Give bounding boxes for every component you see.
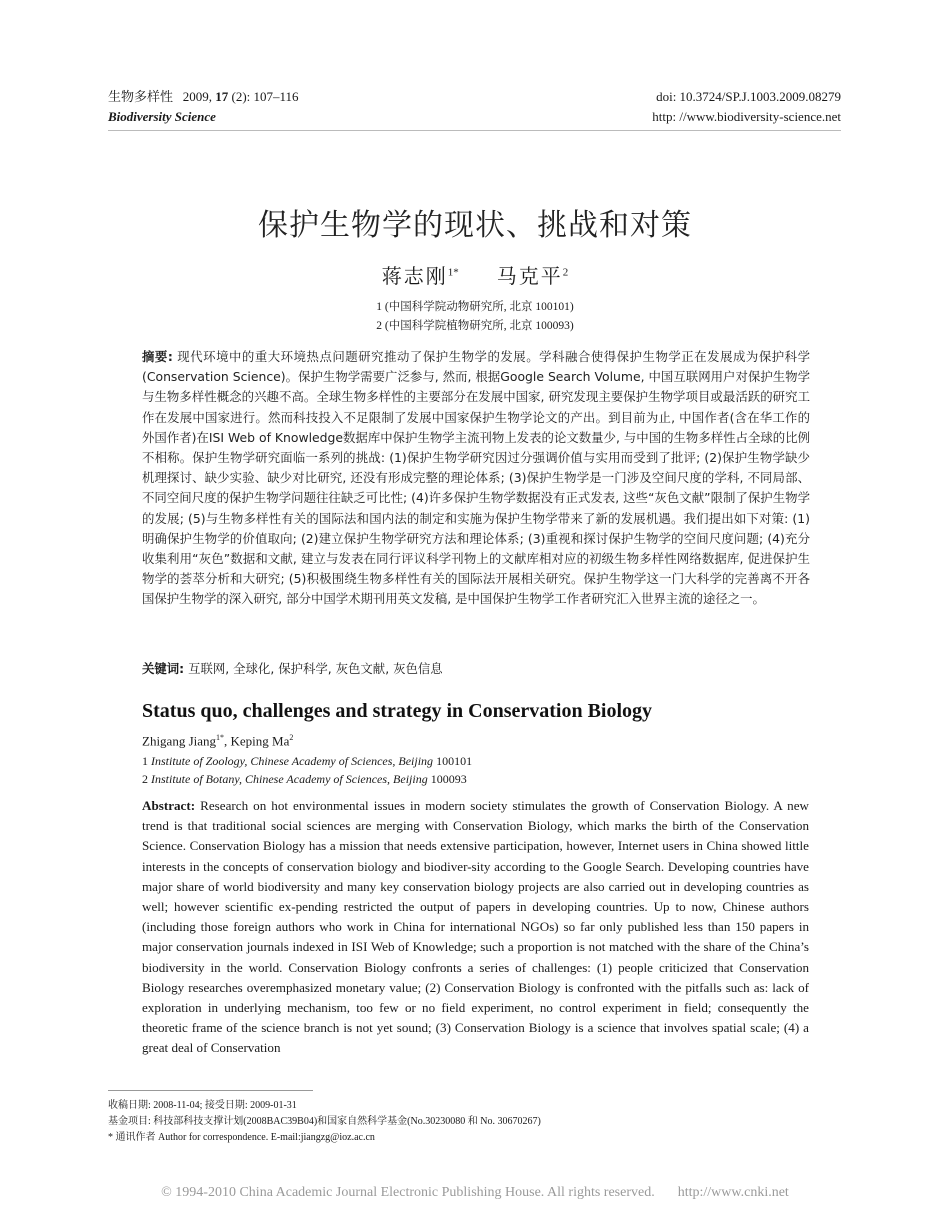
- affiliation-en-2-code: 100093: [430, 771, 467, 786]
- author-cn-1: 蒋志刚: [381, 266, 448, 288]
- title-en: Status quo, challenges and strategy in Conservation Biology: [142, 700, 653, 722]
- author-cn-2: 马克平: [496, 266, 563, 288]
- affiliation-en-2: [142, 771, 472, 789]
- journal-header-right: [652, 87, 841, 127]
- journal-url[interactable]: http: //www.biodiversity-science.net: [652, 109, 841, 124]
- affiliation-cn-1: 1 (中国科学院动物研究所, 北京 100101): [376, 301, 574, 313]
- affiliation-en-1-code: 100101: [436, 754, 473, 768]
- abstract-en-label: Abstract:: [142, 798, 196, 813]
- keywords-cn-label: 关键词:: [142, 661, 185, 676]
- abstract-cn-label: 摘要:: [142, 349, 173, 364]
- title-cn: 保护生物学的现状、挑战和对策: [258, 208, 692, 243]
- affiliation-en-2-num: 2: [142, 771, 148, 786]
- copyright-notice: [0, 1185, 950, 1201]
- affiliation-en-1-num: 1: [142, 754, 148, 768]
- footnote-divider: [108, 1090, 313, 1091]
- affiliation-en-2-inst: Institute of Botany, Chinese Academy of Sciences, Beijing: [151, 771, 428, 786]
- footnotes: [108, 1098, 541, 1146]
- keywords-cn-text: 互联网, 全球化, 保护科学, 灰色文献, 灰色信息: [188, 661, 443, 676]
- header-divider: [108, 130, 841, 131]
- journal-volume: 17: [215, 89, 229, 104]
- footnote-correspondence: * 通讯作者 Author for correspondence. E-mail:jiangzg@ioz.ac.cn: [108, 1132, 375, 1143]
- abstract-cn: [142, 347, 810, 610]
- author-cn-2-sup: 2: [562, 266, 569, 279]
- doi: doi: 10.3724/SP.J.1003.2009.08279: [656, 89, 841, 104]
- author-en-2: Keping Ma: [230, 733, 290, 749]
- affiliations-en: [142, 753, 472, 788]
- journal-header-left: [108, 87, 299, 127]
- affiliation-en-1: [142, 753, 472, 771]
- keywords-cn: [142, 659, 810, 679]
- copyright-url[interactable]: http://www.cnki.net: [677, 1185, 789, 1200]
- author-en-1: Zhigang Jiang: [142, 733, 217, 749]
- journal-name-en: Biodiversity Science: [108, 109, 216, 124]
- author-en-1-sup: 1*: [216, 733, 225, 742]
- affiliations-cn: [0, 298, 950, 336]
- abstract-en: [142, 796, 809, 1059]
- abstract-en-text: Research on hot environmental issues in modern society stimulates the growth of Conservation Biology. A new trend is that traditional social sciences are merging with Conservation Biology, which marks the birth of the Conservation Science. Conservation Biology has a mission that needs extensive participation, however, Internet users in China showed little interests in the concepts of conservation biology and biodiver-sity according to the Google Search. Developing countries have major share of world biodiversity and many key conservation biology projects are also carried out in developing countries as well; however scientific ex-pending restricted the output of papers in developing countries. Up to now, Chinese authors (including those foreign authors who work in China for international NGOs) so far only published less than 150 papers in major conservation journals indexed in ISI Web of Knowledge; such a proportion is not matched with the share of the China’s biodiversity in the world. Conservation Biology confronts a series of challenges: (1) people criticized that Conservation Biology researches overemphasized monetary value; (2) Conservation Biology is confronted with the pitfalls such as: lack of exploration in underlying mechanism, too few or no field experiment, no control experiment in field; consequently the theoretic frame of the science branch is not yet sound; (3) Conservation Biology is a science that involves spatial scale; (4) a great deal of Conservation: [142, 798, 809, 1056]
- footnote-dates: 收稿日期: 2008-11-04; 接受日期: 2009-01-31: [108, 1100, 297, 1111]
- journal-year: 2009,: [182, 89, 213, 104]
- abstract-cn-text: 现代环境中的重大环境热点问题研究推动了保护生物学的发展。学科融合使得保护生物学正在发展成为保护科学(Conservation Science)。保护生物学需要广泛参与, 然而, 根据Google Search Volume, 中国互联网用户对保护生物学与生物多样性概念的兴趣不高。全球生物多样性的主要部分在发展中国家, 研究发现主要保护生物学项目或最活跃的研究工作在发展中国家进行。然而科技投入不足限制了发展中国家保护生物学论文的产出。到目前为止, 中国作者(含在华工作的外国作者)在ISI Web of Knowledge数据库中保护生物学主流刊物上发表的论文数量少, 与中国的生物多样性占全球的比例不相称。保护生物学研究面临一系列的挑战: (1)保护生物学研究因过分强调价值与实用而受到了批评; (2)保护生物学缺少机理探讨、缺少实验、缺少对比研究, 还没有形成完整的理论体系; (3)保护生物学是一门涉及空间尺度的学科, 不同局部、不同空间尺度的保护生物学问题往往缺乏可比性; (4)许多保护生物学数据没有正式发表, 这些“灰色文献”限制了保护生物学的发展; (5)与生物多样性有关的国际法和国内法的制定和实施为保护生物学带来了新的发展机遇。我们提出如下对策: (1)明确保护生物学的价值取向; (2)建立保护生物学研究方法和理论体系; (3)重视和探讨保护生物学的空间尺度问题; (4)充分收集利用“灰色”数据和文献, 建立与发表在同行评议科学刊物上的文献库相对应的初级生物多样性网络数据库, 促进保护生物学的荟萃分析和大研究; (5)积极围绕生物多样性有关的国际法开展相关研究。保护生物学这一门大科学的完善离不开各国保护生物学的深入研究, 部分中国学术期刊用英文发稿, 是中国保护生物学工作者研究汇入世界主流的途径之一。: [142, 349, 810, 607]
- copyright-text: © 1994-2010 China Academic Journal Electronic Publishing House. All rights reserved.: [161, 1185, 655, 1200]
- authors-cn: [0, 260, 950, 289]
- footnote-funding: 基金项目: 科技部科技支撑计划(2008BAC39B04)和国家自然科学基金(No.30230080 和 No. 30670267): [108, 1116, 541, 1127]
- affiliation-cn-2: 2 (中国科学院植物研究所, 北京 100093): [376, 320, 574, 332]
- journal-name-cn: 生物多样性: [108, 89, 174, 104]
- affiliation-en-1-inst: Institute of Zoology, Chinese Academy of Sciences, Beijing: [151, 754, 434, 768]
- journal-issue-pages: (2): 107–116: [231, 89, 299, 104]
- authors-en: [142, 733, 293, 749]
- author-separator: ,: [224, 733, 231, 749]
- author-en-2-sup: 2: [289, 733, 294, 742]
- journal-citation: [108, 87, 299, 107]
- author-cn-1-sup: 1*: [447, 266, 459, 279]
